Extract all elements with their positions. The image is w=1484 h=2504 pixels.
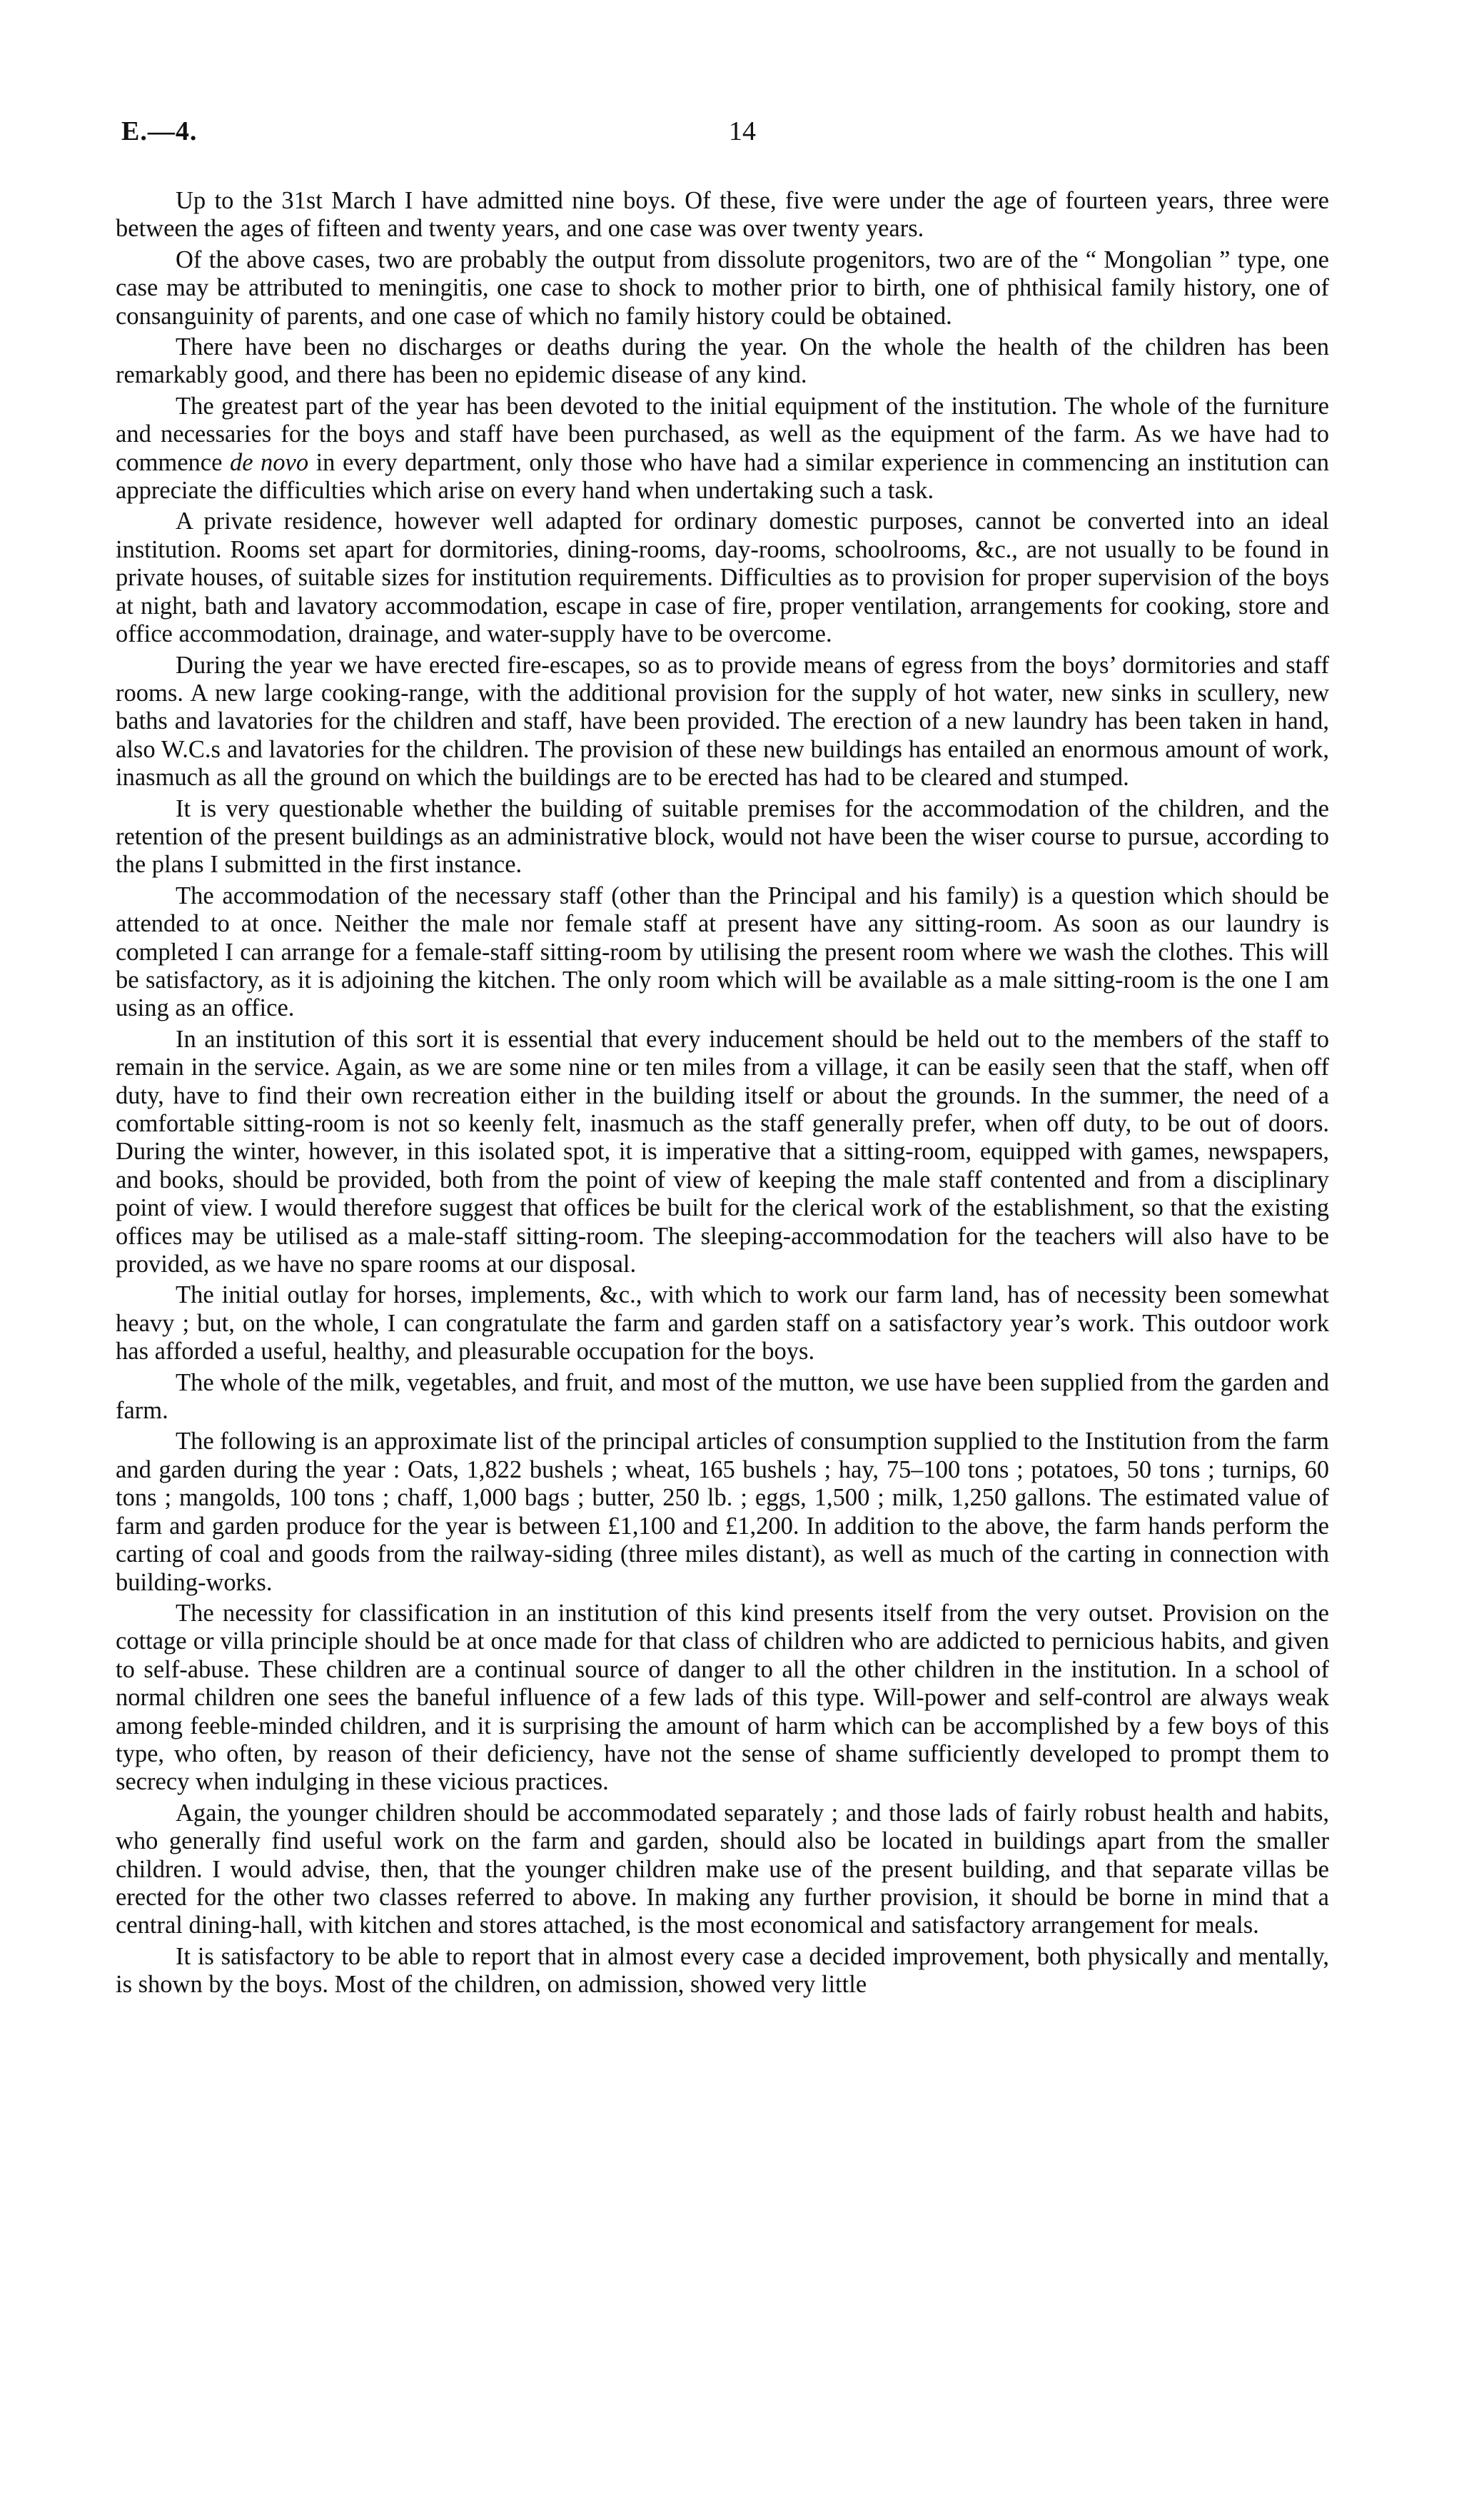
paragraph: A private residence, however well adapted for ordinary domestic purposes, cannot be converted into an ideal institution. Rooms set apart for dormitories, dining-rooms, day-rooms, schoolrooms, &c., are not usually to be found in private houses, of suitable sizes for institution requirements. Difficulties as to provision for proper supervision of the boys at night, bath and lavatory accommodation, escape in case of fire, proper ventilation, arrangements for cooking, store and office accommodation, drainage, and water-supply have to be overcome. bbox=[116, 508, 1329, 648]
page-number: 14 bbox=[729, 116, 756, 146]
paragraph: The accommodation of the necessary staff (other than the Principal and his family) is a question which should be attended to at once. Neither the male nor female staff at present have any sitting-room. As soon as our laundry is completed I can arrange for a female-staff sitting-room by utilising the present room where we wash the clothes. This will be satisfactory, as it is adjoining the kitchen. The only room which will be available as a male sitting-room is the one I am using as an office. bbox=[116, 882, 1329, 1022]
paragraph: There have been no discharges or deaths during the year. On the whole the health of the children has been remarkably good, and there has been no epidemic disease of any kind. bbox=[116, 333, 1329, 389]
report-body bbox=[116, 187, 1329, 1999]
page-header bbox=[0, 116, 1484, 158]
paragraph: The following is an approximate list of the principal articles of consumption supplied to the Institution from the farm and garden during the year : Oats, 1,822 bushels ; wheat, 165 bushels ; hay, 75–100 tons ; potatoes, 50 tons ; turnips, 60 tons ; mangolds, 100 tons ; chaff, 1,000 bags ; butter, 250 lb. ; eggs, 1,500 ; milk, 1,250 gallons. The estimated value of farm and garden produce for the year is between £1,100 and £1,200. In addition to the above, the farm hands perform the carting of coal and goods from the railway-siding (three miles distant), as well as much of the carting in connection with building-works. bbox=[116, 1428, 1329, 1596]
paragraph: The initial outlay for horses, implements, &c., with which to work our farm land, has of necessity been somewhat heavy ; but, on the whole, I can congratulate the farm and garden staff on a satisfactory year’s work. This outdoor work has afforded a useful, healthy, and pleasurable occupation for the boys. bbox=[116, 1281, 1329, 1365]
paragraph: In an institution of this sort it is essential that every inducement should be held out to the members of the staff to remain in the service. Again, as we are some nine or ten miles from a village, it can be easily seen that the staff, when off duty, have to find their own recreation either in the building itself or about the grounds. In the summer, the need of a comfortable sitting-room is not so keenly felt, inasmuch as the staff generally prefer, when off duty, to be out of doors. During the winter, however, in this isolated spot, it is imperative that a sitting-room, equipped with games, newspapers, and books, should be provided, both from the point of view of keeping the male staff contented and from a disciplinary point of view. I would therefore suggest that offices be built for the clerical work of the establishment, so that the existing offices may be utilised as a male-staff sitting-room. The sleeping-accommodation for the teachers will also have to be provided, as we have no spare rooms at our disposal. bbox=[116, 1025, 1329, 1278]
paragraph: During the year we have erected fire-escapes, so as to provide means of egress from the boys’ dormitories and staff rooms. A new large cooking-range, with the additional provision for the supply of hot water, new sinks in scullery, new baths and lavatories for the children and staff, have been provided. The erection of a new laundry has been taken in hand, also W.C.s and lavatories for the children. The provision of these new buildings has entailed an enormous amount of work, inasmuch as all the ground on which the buildings are to be erected has had to be cleared and stumped. bbox=[116, 651, 1329, 792]
paragraph: Again, the younger children should be accommodated separately ; and those lads of fairly robust health and habits, who generally find useful work on the farm and garden, should also be located in buildings apart from the smaller children. I would advise, then, that the younger children make use of the present building, and that separate villas be erected for the other two classes referred to above. In making any further provision, it should be borne in mind that a central dining-hall, with kitchen and stores attached, is the most economical and satisfactory arrangement for meals. bbox=[116, 1799, 1329, 1939]
paragraph: It is very questionable whether the building of suitable premises for the accommodation of the children, and the retention of the present buildings as an administrative block, would not have been the wiser course to pursue, according to the plans I submitted in the first instance. bbox=[116, 794, 1329, 879]
paragraph: Of the above cases, two are probably the output from dissolute progenitors, two are of the “ Mongolian ” type, one case may be attributed to meningitis, one case to shock to mother prior to birth, one of phthisical family history, one of consanguinity of parents, and one case of which no family history could be obtained. bbox=[116, 246, 1329, 330]
paragraph: The whole of the milk, vegetables, and fruit, and most of the mutton, we use have been supplied from the garden and farm. bbox=[116, 1368, 1329, 1425]
paragraph: Up to the 31st March I have admitted nine boys. Of these, five were under the age of fourteen years, three were between the ages of fifteen and twenty years, and one case was over twenty years. bbox=[116, 187, 1329, 243]
paragraph: It is satisfactory to be able to report that in almost every case a decided improvement, both physically and mentally, is shown by the boys. Most of the children, on admission, showed very little bbox=[116, 1942, 1329, 1999]
italic-phrase: de novo bbox=[229, 448, 309, 476]
paragraph: The greatest part of the year has been devoted to the initial equipment of the institution. The whole of the furniture and necessaries for the boys and staff have been purchased, as well as the equipment of the farm. As we have had to commence de novo in every department, only those who have had a similar experience in commencing an institution can appreciate the difficulties which arise on every hand when undertaking such a task. bbox=[116, 392, 1329, 505]
report-reference: E.—4. bbox=[121, 116, 198, 146]
paragraph: The necessity for classification in an institution of this kind presents itself from the very outset. Provision on the cottage or villa principle should be at once made for that class of children who are addicted to pernicious habits, and given to self-abuse. These children are a continual source of danger to all the other children in the institution. In a school of normal children one sees the baneful influence of a few lads of this type. Will-power and self-control are always weak among feeble-minded children, and it is surprising the amount of harm which can be accomplished by a few boys of this type, who often, by reason of their deficiency, have not the sense of shame sufficiently developed to prompt them to secrecy when indulging in these vicious practices. bbox=[116, 1599, 1329, 1796]
